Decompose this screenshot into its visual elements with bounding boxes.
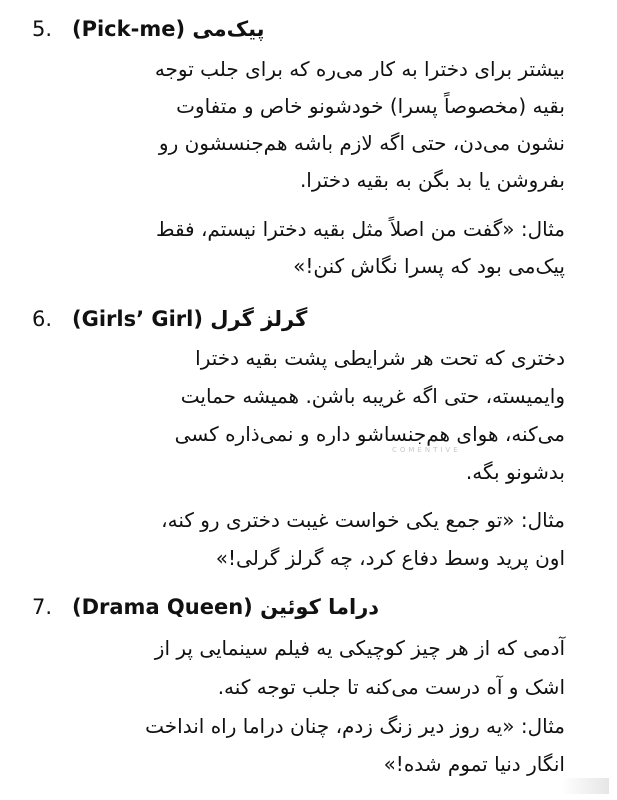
- example-line: مثال: «گفت من اصلاً مثل بقیه دخترا نیستم، فقط: [155, 217, 565, 241]
- entry-title: (Girls’ Girl) گرلز گرل: [72, 307, 308, 331]
- definition-line: دختری که تحت هر شرایطی پشت بقیه دخترا: [195, 346, 565, 370]
- entry-title: (Pick-me) پیک‌می: [72, 17, 265, 41]
- entry-title: (Drama Queen) دراما کوئین: [72, 595, 380, 619]
- definition-line: بفروشن یا بد بگن به بقیه دخترا.: [299, 168, 565, 192]
- definition-line: بدشونو بگه.: [465, 460, 565, 484]
- definition-line: نشون می‌دن، حتی اگه لازم باشه هم‌جنسشون رو: [158, 131, 565, 155]
- watermark-text: COMENTIVE: [392, 446, 461, 454]
- example-line: انگار دنیا تموم شده!»: [383, 752, 565, 776]
- definition-line: وایمیسته، حتی اگه غریبه باشن. همیشه حمایت: [180, 384, 565, 408]
- example-line: پیک‌می بود که پسرا نگاش کنن!»: [293, 254, 565, 278]
- corner-shadow: [561, 778, 609, 794]
- definition-line: آدمی که از هر چیز کوچیکی یه فیلم سینمایی پر از: [154, 636, 565, 660]
- example-line: مثال: «تو جمع یکی خواست غیبت دختری رو کنه،: [161, 508, 565, 532]
- definition-line: اشک و آه درست می‌کنه تا جلب توجه کنه.: [217, 675, 565, 699]
- definition-line: بقیه (مخصوصاً پسرا) خودشونو خاص و متفاوت: [176, 94, 565, 118]
- entry-heading: [32, 12, 592, 46]
- entry-heading: [32, 590, 592, 624]
- entry-number: 7.: [32, 595, 53, 619]
- example-line: مثال: «یه روز دیر زنگ زدم، چنان دراما راه انداخت: [145, 714, 565, 738]
- definition-line: بیشتر برای دخترا به کار می‌ره که برای جلب توجه: [154, 57, 565, 81]
- example-line: اون پرید وسط دفاع کرد، چه گرلز گرلی!»: [215, 546, 565, 570]
- entry-number: 5.: [32, 17, 53, 41]
- definition-line: می‌کنه، هوای هم‌جنساشو داره و نمی‌ذاره کسی: [174, 422, 565, 446]
- entry-heading: [32, 302, 592, 336]
- entry-number: 6.: [32, 307, 53, 331]
